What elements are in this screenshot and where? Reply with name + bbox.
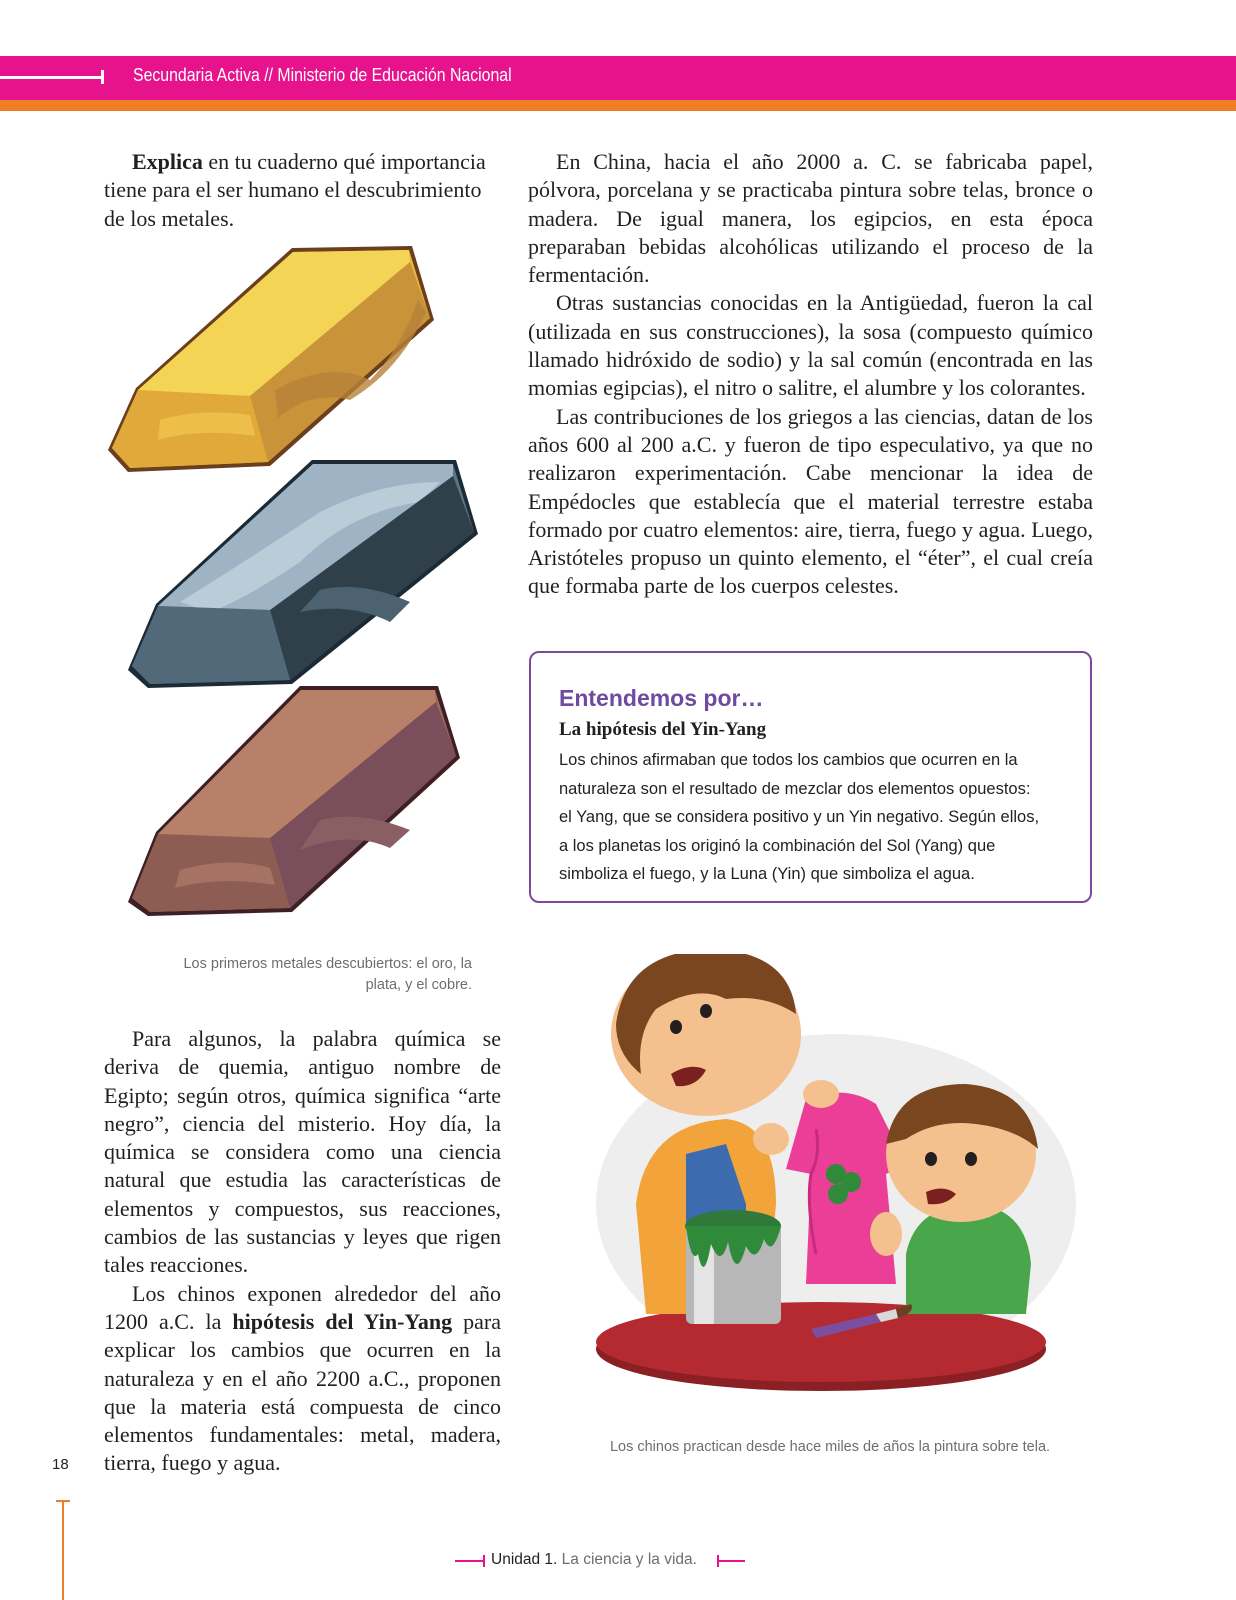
definition-line: Los chinos afirmaban que todos los cambios que ocurren en la — [559, 751, 1018, 769]
definition-heading: Entendemos por… — [559, 685, 764, 711]
header-title: Secundaria Activa // Ministerio de Educación Nacional — [133, 65, 512, 85]
footer-rule-left-tick — [483, 1555, 485, 1567]
header-rule-tick — [101, 70, 104, 84]
metals-caption-line-1: Los primeros metales descubiertos: el oro, la — [183, 956, 472, 972]
paragraph-yin-yang — [104, 1280, 501, 1478]
header-accent-stripe — [0, 100, 1236, 111]
definition-text — [559, 746, 1079, 889]
intro-text: en tu cuaderno qué importancia tiene para el ser humano el descubrimiento de los metales. — [104, 149, 486, 231]
footer-unit: Unidad 1. — [491, 1551, 558, 1568]
footer-rule-right — [717, 1560, 745, 1562]
paragraph-china: En China, hacia el año 2000 a. C. se fabricaba papel, pólvora, porcelana y se practicaba pintura sobre telas, bronce o madera. De igual manera, los egipcios, en esta época preparaban bebidas alcohólicas utilizando el proceso de la fermentación. — [528, 149, 1093, 288]
yin-yang-bold: hipótesis del Yin-Yang — [232, 1308, 453, 1334]
children-caption: Los chinos practican desde hace miles de años la pintura sobre tela. — [609, 1439, 1051, 1455]
right-column-text — [528, 148, 1093, 601]
footer — [455, 1549, 745, 1573]
footer-rule-left — [455, 1560, 485, 1562]
page-number: 18 — [52, 1456, 69, 1473]
header-rule — [0, 76, 104, 79]
metals-caption — [160, 954, 472, 996]
footer-title: La ciencia y la vida. — [557, 1551, 697, 1568]
silver-ingot — [128, 460, 478, 688]
copper-ingot — [128, 686, 460, 916]
footer-text — [491, 1551, 697, 1569]
paragraph-chemistry-origin: Para algunos, la palabra química se deriva de quemia, antiguo nombre de Egipto; según otros, química significa “arte negro”, ciencia del misterio. Hoy día, la química se considera como una ciencia natural que estudia las características de elementos y compuestos, sus reacciones, cambios de las sustancias y leyes que rigen tales reacciones. — [104, 1026, 501, 1278]
definition-term: La hipótesis del Yin-Yang — [559, 719, 767, 740]
paragraph-antiquity: Otras sustancias conocidas en la Antigüedad, fueron la cal (utilizada en sus construcciones), la sosa (compuesto químico llamado hidróxido de sodio) y la sal común (encontrada en las momias egipcias), el nitro o salitre, el alumbre y los colorantes. — [528, 290, 1093, 401]
yin-yang-text-after: para explicar los cambios que ocurren en la naturaleza y en el año 2200 a.C., proponen que la materia está compuesta de cinco elementos fundamentales: metal, madera, tierra, fuego y agua. — [104, 1308, 501, 1476]
yin-yang-text-before: Los chinos exponen alrededor del año 1200 a.C. la — [104, 1280, 501, 1334]
gold-ingot — [108, 246, 434, 472]
margin-rule — [62, 1500, 64, 1600]
definition-line: el Yang, que se considera positivo y un Yin negativo. Según ellos, — [559, 808, 1040, 826]
metals-caption-line-2: plata, y el cobre. — [365, 977, 472, 993]
definition-line: simboliza el fuego, y la Luna (Yin) que simboliza el agua. — [559, 865, 975, 883]
intro-bold: Explica — [132, 149, 203, 174]
margin-rule-tick — [56, 1500, 70, 1502]
metal-ingots-illustration — [100, 240, 490, 940]
intro-paragraph — [104, 148, 501, 233]
paragraph-greeks: Las contribuciones de los griegos a las ciencias, datan de los años 600 al 200 a.C. y fueron de tipo especulativo, ya que no realizaron experimentación. Cabe mencionar la idea de Empédocles que establecía que el material terrestre estaba formado por cuatro elementos: aire, tierra, fuego y agua. Luego, Aristóteles propuso un quinto elemento, el “éter”, el cual creía que formaba parte de los cuerpos celestes. — [528, 403, 1093, 599]
paint-can — [685, 1210, 781, 1324]
definition-line: a los planetas los originó la combinación del Sol (Yang) que — [559, 836, 996, 855]
definition-line: naturaleza son el resultado de mezclar dos elementos opuestos: — [559, 779, 1031, 798]
footer-rule-right-tick — [717, 1555, 719, 1567]
left-column-text — [104, 1025, 501, 1478]
children-painting-illustration — [576, 954, 1076, 1394]
definition-box — [529, 651, 1092, 903]
